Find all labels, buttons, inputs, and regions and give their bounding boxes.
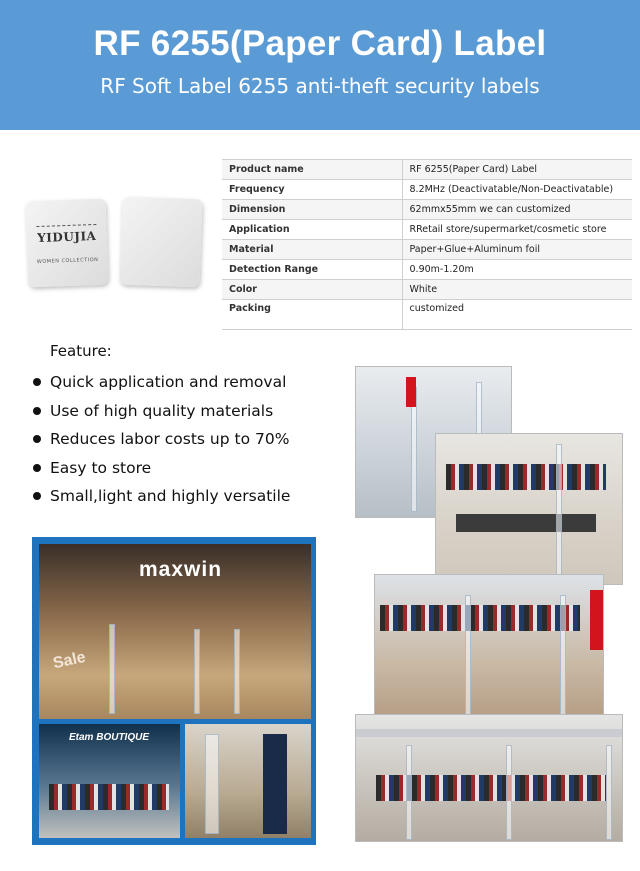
feature-text: Use of high quality materials xyxy=(50,401,274,420)
table-row xyxy=(222,180,632,200)
spec-key: Frequency xyxy=(222,180,402,200)
label-brand-subtext: WOMEN COLLECTION xyxy=(36,256,99,266)
table-row xyxy=(222,160,632,180)
spec-value: 62mmx55mm we can customized xyxy=(402,200,632,220)
table-row xyxy=(222,260,632,280)
list-item xyxy=(33,425,290,454)
spec-key: Dimension xyxy=(222,200,402,220)
store-sign xyxy=(406,377,416,407)
feature-text: Small,light and highly versatile xyxy=(50,487,291,506)
security-gate xyxy=(109,624,115,714)
clothes-rack xyxy=(380,605,580,631)
feature-text: Quick application and removal xyxy=(50,373,287,392)
security-gate xyxy=(465,595,471,715)
label-sample-printed xyxy=(26,199,109,288)
store-sign xyxy=(590,590,604,650)
spec-value: White xyxy=(402,280,632,300)
clothes-rack xyxy=(446,464,606,490)
list-item xyxy=(33,368,290,397)
feature-text: Reduces labor costs up to 70% xyxy=(50,430,290,449)
label-sample-blank xyxy=(119,197,202,288)
feature-text: Easy to store xyxy=(50,458,152,477)
table-row xyxy=(222,240,632,260)
spec-value: 8.2MHz (Deactivatable/Non-Deactivatable) xyxy=(402,180,632,200)
security-gate xyxy=(234,629,240,714)
store-sign-text: maxwin xyxy=(139,558,223,581)
display-table xyxy=(456,514,596,532)
security-gate xyxy=(194,629,200,714)
spec-key: Color xyxy=(222,280,402,300)
security-gate xyxy=(506,745,512,840)
table-row xyxy=(222,300,632,330)
spec-value: 0.90m-1.20m xyxy=(402,260,632,280)
list-item xyxy=(33,482,290,511)
spec-key: Product name xyxy=(222,160,402,180)
spec-table xyxy=(222,159,632,330)
bullet-icon xyxy=(33,464,41,472)
store-photo-clothing-1 xyxy=(435,433,623,585)
table-row xyxy=(222,280,632,300)
spec-key: Application xyxy=(222,220,402,240)
page-subtitle: RF Soft Label 6255 anti-theft security labels xyxy=(100,74,540,98)
security-gate xyxy=(406,745,412,840)
security-gate xyxy=(556,444,562,579)
store-photo-entrance xyxy=(355,714,623,842)
bullet-icon xyxy=(33,378,41,386)
table-row xyxy=(222,220,632,240)
bullet-icon xyxy=(33,407,41,415)
gate-panel xyxy=(263,734,287,834)
store-photo-etam xyxy=(39,724,180,838)
security-gate xyxy=(560,595,566,715)
spec-key: Material xyxy=(222,240,402,260)
bullet-icon xyxy=(33,435,41,443)
store-photo-uniqlo xyxy=(374,574,604,724)
bullet-icon xyxy=(33,492,41,500)
spec-key: Detection Range xyxy=(222,260,402,280)
feature-list xyxy=(33,368,290,511)
store-photo-maxwin xyxy=(39,544,311,719)
spec-key: Packing xyxy=(222,300,402,330)
list-item xyxy=(33,397,290,426)
spec-value: RF 6255(Paper Card) Label xyxy=(402,160,632,180)
list-item xyxy=(33,454,290,483)
security-gate xyxy=(205,734,219,834)
spec-value: customized xyxy=(402,300,632,330)
store-front-beam xyxy=(356,729,623,737)
spec-value: Paper+Glue+Aluminum foil xyxy=(402,240,632,260)
security-gate xyxy=(606,745,612,840)
spec-value: RRetail store/supermarket/cosmetic store xyxy=(402,220,632,240)
label-brand-text: YIDUJIA xyxy=(36,228,97,246)
feature-heading: Feature: xyxy=(50,342,112,360)
page-title: RF 6255(Paper Card) Label xyxy=(93,24,547,63)
store-sign-text: Etam BOUTIQUE xyxy=(69,732,150,743)
store-photo-gate-2 xyxy=(185,724,311,838)
sale-sign-text: Sale xyxy=(51,648,88,673)
table-row xyxy=(222,200,632,220)
clothes-rack xyxy=(49,784,169,810)
header-banner xyxy=(0,0,640,130)
